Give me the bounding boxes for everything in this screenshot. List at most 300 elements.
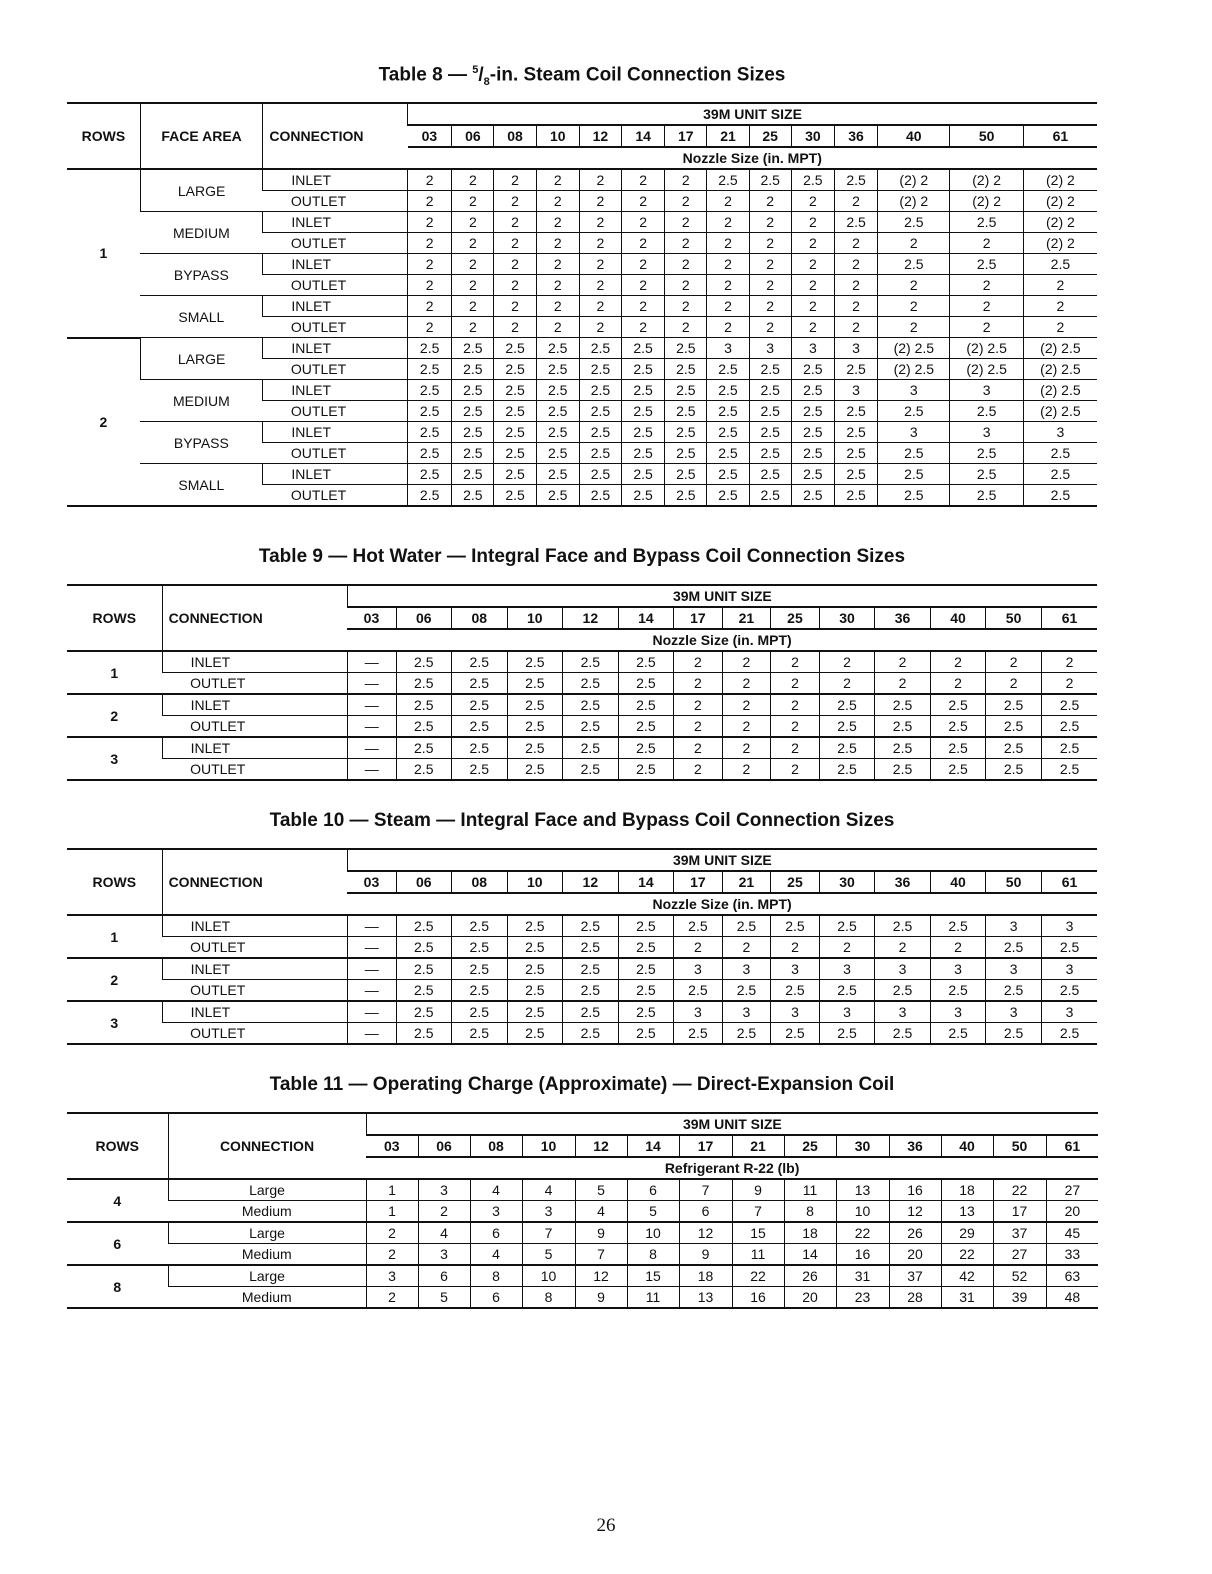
table-8-title-prefix: Table 8 — (378, 64, 473, 86)
value-cell: 2.5 (562, 980, 618, 1002)
nozzle-size-value: 2.5 (408, 443, 452, 464)
value-cell: 27 (993, 1244, 1046, 1266)
nozzle-size-value: 2.5 (494, 485, 536, 507)
value-cell: 52 (993, 1265, 1046, 1287)
value-cell: 2 (673, 716, 722, 738)
value-cell: 2.5 (770, 1023, 819, 1045)
table-row (67, 716, 1097, 738)
value-cell: 2.5 (451, 651, 507, 673)
value-cell: 45 (1046, 1222, 1098, 1244)
nozzle-size-value: 2 (622, 169, 665, 191)
nozzle-size-value: 2.5 (536, 422, 579, 443)
nozzle-size-value: 2 (749, 296, 791, 317)
nozzle-size-value: 2.5 (452, 359, 494, 380)
connection-value: Medium (168, 1287, 366, 1309)
unit-size-cell: 14 (627, 1135, 679, 1157)
unit-size-cell: 08 (451, 871, 507, 893)
nozzle-size-value: 2.5 (579, 443, 621, 464)
nozzle-size-value: 2 (749, 317, 791, 338)
nozzle-size-value: 2 (665, 191, 707, 212)
unit-size-cell: 03 (347, 871, 396, 893)
unit-size-cell: 03 (347, 607, 396, 629)
nozzle-size-value: 2.5 (408, 485, 452, 507)
nozzle-size-value: 2.5 (494, 422, 536, 443)
nozzle-size-value: 2 (622, 212, 665, 233)
nozzle-size-value: 2 (579, 191, 621, 212)
nozzle-size-value: 2.5 (536, 359, 579, 380)
unit-size-header: 39M UNIT SIZE (347, 585, 1097, 607)
table-row (67, 338, 1097, 359)
unit-size-cell: 12 (562, 607, 618, 629)
nozzle-size-value: (2) 2.5 (1023, 380, 1097, 401)
nozzle-size-value: 2.5 (1023, 254, 1097, 275)
unit-size-cell: 36 (834, 125, 877, 147)
value-cell: 2.5 (1042, 1023, 1097, 1045)
nozzle-size-value: 3 (878, 422, 950, 443)
table-8-title-frac-den: 8 (483, 76, 490, 89)
rows-value: 1 (67, 169, 140, 338)
nozzle-size-value: 2 (622, 296, 665, 317)
table-row (67, 915, 1097, 937)
nozzle-size-value: 2 (665, 296, 707, 317)
value-cell: 2.5 (875, 759, 931, 781)
unit-size-cell: 36 (875, 607, 931, 629)
value-cell: 2 (819, 673, 874, 695)
value-cell: 2.5 (770, 980, 819, 1002)
nozzle-size-value: 2.5 (408, 380, 452, 401)
nozzle-size-value: 2 (494, 275, 536, 296)
nozzle-size-value: 2 (791, 233, 834, 254)
value-cell: 2 (722, 651, 770, 673)
nozzle-size-value: 2.5 (579, 422, 621, 443)
nozzle-size-value: (2) 2 (950, 169, 1023, 191)
value-cell: 3 (1042, 958, 1097, 980)
nozzle-size-value: (2) 2 (1023, 212, 1097, 233)
connection-header: CONNECTION (162, 849, 347, 915)
unit-size-cell: 17 (673, 871, 722, 893)
value-cell: 2.5 (451, 759, 507, 781)
table-row (67, 1201, 1098, 1223)
nozzle-size-header: Nozzle Size (in. MPT) (682, 150, 822, 166)
unit-size-cell: 36 (875, 871, 931, 893)
connection-value: INLET (162, 915, 347, 937)
value-cell: 2 (770, 759, 819, 781)
face-area-value: MEDIUM (140, 212, 263, 254)
nozzle-size-value: 2 (622, 317, 665, 338)
value-cell: 2 (819, 937, 874, 959)
nozzle-size-value: 2 (749, 191, 791, 212)
value-cell: 2.5 (722, 980, 770, 1002)
connection-value: OUTLET (162, 1023, 347, 1045)
value-cell: 2.5 (722, 915, 770, 937)
nozzle-size-value: 2 (452, 191, 494, 212)
connection-value: Large (168, 1222, 366, 1244)
connection-value: OUTLET (162, 716, 347, 738)
connection-value: INLET (263, 338, 408, 359)
nozzle-size-value: (2) 2.5 (878, 338, 950, 359)
value-cell: 27 (1046, 1179, 1098, 1201)
value-cell: 2 (770, 694, 819, 716)
unit-size-cell: 21 (722, 871, 770, 893)
value-cell: 2.5 (507, 958, 562, 980)
value-cell: 2.5 (507, 716, 562, 738)
unit-size-cell: 10 (507, 871, 562, 893)
value-cell: 7 (732, 1201, 784, 1223)
unit-size-header: 39M UNIT SIZE (366, 1113, 1098, 1135)
nozzle-size-value: 2.5 (791, 464, 834, 485)
nozzle-size-value: 2 (494, 169, 536, 191)
nozzle-size-value: 2 (707, 254, 749, 275)
value-cell: 2.5 (451, 1023, 507, 1045)
rows-value: 4 (67, 1179, 168, 1222)
unit-size-cell: 08 (451, 607, 507, 629)
value-cell: 20 (784, 1287, 836, 1309)
nozzle-size-value: 2.5 (408, 338, 452, 359)
table-row (67, 296, 1097, 317)
rows-header: ROWS (67, 849, 162, 915)
value-cell: 22 (732, 1265, 784, 1287)
connection-value: OUTLET (162, 937, 347, 959)
value-cell: 2 (875, 673, 931, 695)
connection-value: INLET (263, 169, 408, 191)
unit-size-header: 39M UNIT SIZE (408, 103, 1097, 125)
connection-value: OUTLET (162, 759, 347, 781)
nozzle-size-value: 2 (878, 275, 950, 296)
nozzle-size-value: 3 (950, 422, 1023, 443)
value-cell: 4 (470, 1244, 522, 1266)
rows-value: 8 (67, 1265, 168, 1308)
value-cell: 2.5 (819, 694, 874, 716)
value-cell: 2.5 (673, 980, 722, 1002)
value-cell: 2.5 (507, 980, 562, 1002)
value-cell: 2.5 (396, 915, 451, 937)
connection-value: OUTLET (263, 275, 408, 296)
rows-value: 2 (67, 694, 162, 737)
value-cell: 2.5 (451, 737, 507, 759)
nozzle-size-value: 2.5 (791, 485, 834, 507)
nozzle-size-value: 2.5 (579, 380, 621, 401)
nozzle-size-value: 2.5 (579, 338, 621, 359)
unit-size-cell: 30 (819, 607, 874, 629)
value-cell: 2 (366, 1222, 418, 1244)
value-cell: 2.5 (618, 1023, 673, 1045)
nozzle-size-value: 2.5 (834, 401, 877, 422)
value-cell: 2 (875, 651, 931, 673)
value-cell: 2.5 (396, 651, 451, 673)
rows-value: 1 (67, 651, 162, 694)
nozzle-size-value: 2 (579, 212, 621, 233)
value-cell: 8 (470, 1265, 522, 1287)
value-cell: 16 (732, 1287, 784, 1309)
unit-size-cell: 30 (791, 125, 834, 147)
nozzle-size-value: 2.5 (1023, 443, 1097, 464)
rows-value: 2 (67, 338, 140, 507)
value-cell: 10 (627, 1222, 679, 1244)
value-cell: 2.5 (931, 716, 986, 738)
value-cell: 2.5 (819, 1023, 874, 1045)
face-area-value: LARGE (140, 338, 263, 380)
nozzle-size-value: 2 (665, 317, 707, 338)
nozzle-size-value: 2.5 (950, 212, 1023, 233)
connection-value: OUTLET (162, 673, 347, 695)
value-cell: 2 (673, 694, 722, 716)
value-cell: 9 (575, 1287, 627, 1309)
table-row (67, 673, 1097, 695)
rows-header: ROWS (67, 103, 140, 169)
value-cell: 13 (941, 1201, 993, 1223)
nozzle-size-value: 2.5 (834, 485, 877, 507)
rows-value: 3 (67, 1001, 162, 1044)
nozzle-size-value: 2.5 (878, 212, 950, 233)
rows-header: ROWS (67, 1113, 168, 1179)
value-cell: 2.5 (507, 759, 562, 781)
unit-size-cell: 61 (1042, 871, 1097, 893)
nozzle-size-value: (2) 2 (1023, 191, 1097, 212)
nozzle-size-value: 2.5 (408, 422, 452, 443)
value-cell: 3 (1042, 1001, 1097, 1023)
nozzle-size-value: 2 (408, 191, 452, 212)
connection-value: INLET (263, 464, 408, 485)
value-cell: 20 (1046, 1201, 1098, 1223)
nozzle-size-value: 2.5 (536, 401, 579, 422)
connection-value: OUTLET (263, 191, 408, 212)
value-cell: 3 (875, 1001, 931, 1023)
value-cell: — (347, 673, 396, 695)
table-row (67, 212, 1097, 233)
connection-value: INLET (162, 651, 347, 673)
nozzle-size-value: 2 (665, 254, 707, 275)
value-cell: 2.5 (562, 716, 618, 738)
value-cell: 2 (875, 937, 931, 959)
value-cell: 2.5 (396, 1023, 451, 1045)
nozzle-size-value: 2 (536, 169, 579, 191)
nozzle-size-value: 2 (579, 296, 621, 317)
nozzle-size-value: 2.5 (878, 254, 950, 275)
value-cell: 3 (470, 1201, 522, 1223)
value-cell: 22 (836, 1222, 889, 1244)
value-cell: 3 (722, 1001, 770, 1023)
value-cell: 2.5 (507, 673, 562, 695)
value-cell: 3 (931, 1001, 986, 1023)
value-cell: 17 (993, 1201, 1046, 1223)
value-cell: 2 (1042, 673, 1097, 695)
nozzle-size-value: 2 (536, 191, 579, 212)
table-9-grid (67, 584, 1097, 781)
value-cell: 3 (522, 1201, 575, 1223)
nozzle-size-value: 2.5 (622, 464, 665, 485)
connection-header: CONNECTION (162, 585, 347, 651)
value-cell: 7 (575, 1244, 627, 1266)
value-cell: 11 (627, 1287, 679, 1309)
nozzle-size-value: 2.5 (707, 401, 749, 422)
connection-value: INLET (263, 296, 408, 317)
value-cell: 2.5 (819, 759, 874, 781)
rows-header: ROWS (67, 585, 162, 651)
value-cell: 15 (732, 1222, 784, 1244)
nozzle-size-value: 2.5 (452, 338, 494, 359)
value-cell: 2 (1042, 651, 1097, 673)
value-cell: 10 (836, 1201, 889, 1223)
value-cell: 16 (889, 1179, 941, 1201)
value-cell: 2.5 (673, 915, 722, 937)
nozzle-size-value: 2 (622, 275, 665, 296)
nozzle-size-value: 2 (1023, 296, 1097, 317)
nozzle-size-value: 2.5 (665, 485, 707, 507)
nozzle-size-value: 2.5 (791, 380, 834, 401)
value-cell: 2.5 (618, 716, 673, 738)
nozzle-size-value: (2) 2 (1023, 169, 1097, 191)
value-cell: 29 (941, 1222, 993, 1244)
value-cell: 5 (575, 1179, 627, 1201)
nozzle-size-value: 2 (536, 233, 579, 254)
value-cell: — (347, 716, 396, 738)
nozzle-size-value: 2.5 (791, 443, 834, 464)
value-cell: 1 (366, 1201, 418, 1223)
value-cell: 2 (722, 937, 770, 959)
nozzle-size-value: 2.5 (536, 338, 579, 359)
nozzle-size-value: 2.5 (950, 443, 1023, 464)
value-cell: 2.5 (1042, 759, 1097, 781)
value-cell: 3 (770, 1001, 819, 1023)
nozzle-size-value: 2.5 (878, 443, 950, 464)
nozzle-size-value: (2) 2 (950, 191, 1023, 212)
value-cell: 2 (986, 673, 1042, 695)
unit-size-cell: 25 (749, 125, 791, 147)
unit-size-cell: 08 (470, 1135, 522, 1157)
nozzle-size-value: 2.5 (452, 464, 494, 485)
nozzle-size-value: 2 (452, 296, 494, 317)
table-row (67, 980, 1097, 1002)
unit-size-cell: 21 (722, 607, 770, 629)
nozzle-size-value: 2 (408, 296, 452, 317)
value-cell: 2 (770, 716, 819, 738)
face-area-value: SMALL (140, 464, 263, 507)
value-cell: 2.5 (819, 716, 874, 738)
value-cell: 2 (722, 759, 770, 781)
table-row (67, 958, 1097, 980)
value-cell: — (347, 651, 396, 673)
nozzle-size-value: 2 (536, 254, 579, 275)
value-cell: 2.5 (507, 1001, 562, 1023)
connection-value: Medium (168, 1244, 366, 1266)
nozzle-size-value: 2.5 (707, 422, 749, 443)
nozzle-size-value: 2.5 (791, 169, 834, 191)
connection-value: INLET (162, 1001, 347, 1023)
nozzle-size-value: 2.5 (452, 401, 494, 422)
connection-value: INLET (263, 254, 408, 275)
value-cell: 2 (770, 937, 819, 959)
value-cell: 3 (819, 1001, 874, 1023)
nozzle-size-value: 2.5 (452, 380, 494, 401)
nozzle-size-value: 2.5 (665, 464, 707, 485)
value-cell: 3 (418, 1244, 470, 1266)
value-cell: 2.5 (986, 694, 1042, 716)
value-cell: 2 (673, 651, 722, 673)
value-cell: 23 (836, 1287, 889, 1309)
value-cell: 2 (986, 651, 1042, 673)
nozzle-size-value: 2 (707, 212, 749, 233)
value-cell: 2.5 (819, 915, 874, 937)
value-cell: 2.5 (931, 915, 986, 937)
value-cell: 2 (366, 1287, 418, 1309)
value-cell: 2.5 (1042, 937, 1097, 959)
value-cell: 2.5 (1042, 694, 1097, 716)
nozzle-size-value: 2.5 (494, 380, 536, 401)
value-cell: 2.5 (770, 915, 819, 937)
value-cell: 9 (732, 1179, 784, 1201)
nozzle-size-value: 3 (707, 338, 749, 359)
value-cell: 2.5 (931, 1023, 986, 1045)
nozzle-size-value: 2.5 (579, 464, 621, 485)
table-8-grid (67, 102, 1097, 507)
connection-value: OUTLET (263, 317, 408, 338)
face-area-header: FACE AREA (140, 103, 263, 169)
nozzle-size-value: 2 (408, 317, 452, 338)
table-row (67, 737, 1097, 759)
unit-size-cell: 21 (707, 125, 749, 147)
table-row (67, 937, 1097, 959)
connection-header: CONNECTION (263, 103, 408, 169)
nozzle-size-value: 2.5 (579, 401, 621, 422)
nozzle-size-value: 2 (494, 212, 536, 233)
value-cell: 6 (470, 1222, 522, 1244)
nozzle-size-value: 2.5 (494, 338, 536, 359)
nozzle-size-value: 2 (834, 254, 877, 275)
value-cell: 2.5 (618, 759, 673, 781)
value-cell: 2 (722, 694, 770, 716)
nozzle-size-value: 2.5 (665, 443, 707, 464)
nozzle-size-value: 2.5 (749, 443, 791, 464)
value-cell: — (347, 980, 396, 1002)
unit-size-cell: 36 (889, 1135, 941, 1157)
value-cell: 2.5 (875, 980, 931, 1002)
value-cell: — (347, 915, 396, 937)
value-cell: 2 (770, 737, 819, 759)
table-row (67, 651, 1097, 673)
table-row (67, 169, 1097, 191)
sub-header: Nozzle Size (in. MPT) (652, 896, 792, 912)
nozzle-size-value: 2 (579, 169, 621, 191)
nozzle-size-value: 2 (791, 212, 834, 233)
value-cell: 2.5 (819, 737, 874, 759)
value-cell: 2.5 (396, 937, 451, 959)
nozzle-size-value: 2 (622, 254, 665, 275)
value-cell: 2.5 (396, 980, 451, 1002)
value-cell: 2.5 (396, 1001, 451, 1023)
connection-value: OUTLET (263, 485, 408, 507)
value-cell: 3 (418, 1179, 470, 1201)
nozzle-size-value: 2.5 (665, 338, 707, 359)
nozzle-size-value: 2 (408, 212, 452, 233)
nozzle-size-value: 2.5 (536, 380, 579, 401)
nozzle-size-value: 2.5 (579, 485, 621, 507)
table-9-title: Table 9 — Hot Water — Integral Face and Bypass Coil Connection Sizes (258, 546, 906, 567)
nozzle-size-value: 2 (536, 275, 579, 296)
nozzle-size-value: 2.5 (408, 401, 452, 422)
face-area-value: BYPASS (140, 422, 263, 464)
value-cell: 12 (889, 1201, 941, 1223)
value-cell: 3 (986, 958, 1042, 980)
value-cell: 2.5 (507, 937, 562, 959)
value-cell: 15 (627, 1265, 679, 1287)
nozzle-size-value: 2 (707, 191, 749, 212)
value-cell: 37 (889, 1265, 941, 1287)
connection-value: Large (168, 1265, 366, 1287)
value-cell: 8 (627, 1244, 679, 1266)
value-cell: 31 (836, 1265, 889, 1287)
connection-value: INLET (263, 422, 408, 443)
value-cell: 2 (931, 651, 986, 673)
